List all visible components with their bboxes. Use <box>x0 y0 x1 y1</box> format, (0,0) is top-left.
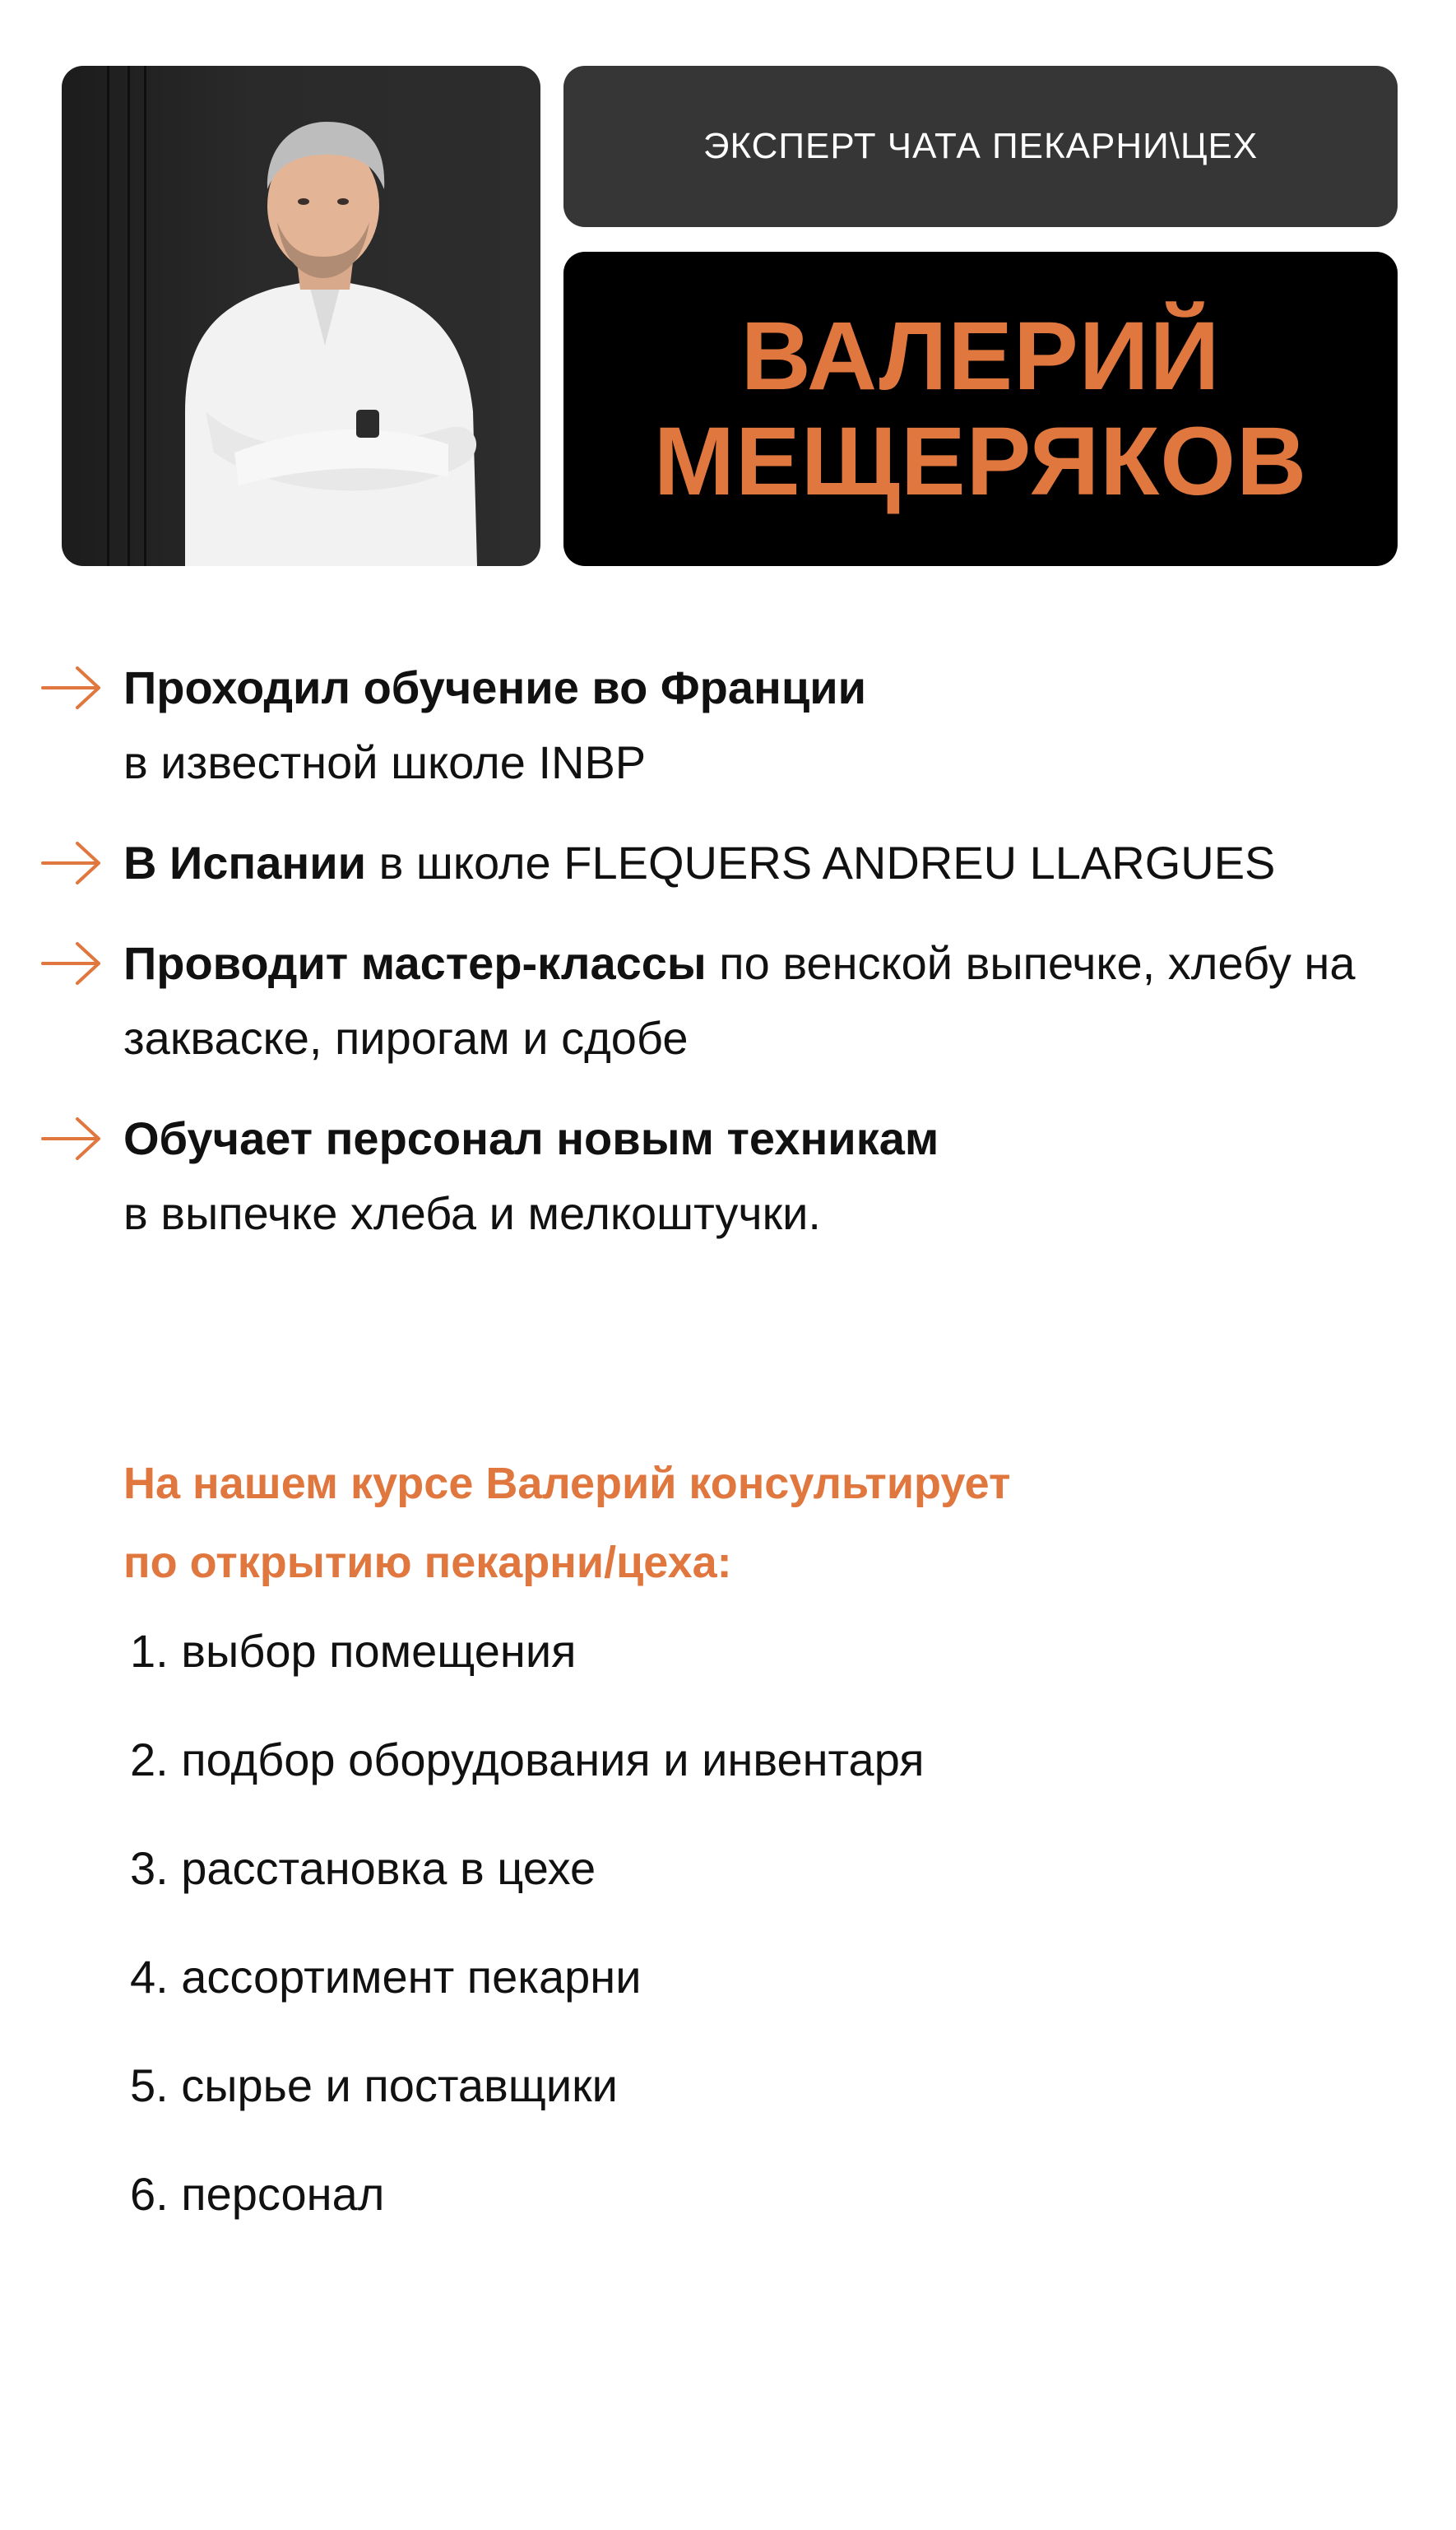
course-topic-item: 5. сырье и поставщики <box>130 2059 618 2111</box>
course-topic-item: 1. выбор помещения <box>130 1625 577 1677</box>
achievement-bold: Проводит мастер-классы <box>123 937 707 989</box>
person-illustration <box>62 66 540 566</box>
course-topic-item: 3. расстановка в цехе <box>130 1842 596 1894</box>
course-topic-item: 2. подбор оборудования и инвентаря <box>130 1734 925 1785</box>
arrow-right-icon <box>41 665 104 711</box>
arrow-right-icon <box>41 840 104 886</box>
course-topics-list <box>130 1625 1364 2277</box>
achievement-item <box>41 926 1431 1075</box>
name-card <box>563 252 1398 566</box>
course-topic-item: 6. персонал <box>130 2168 385 2220</box>
arrow-right-icon <box>41 1116 104 1162</box>
arrow-right-icon <box>41 940 104 986</box>
subtitle-card <box>563 66 1398 227</box>
achievements-list <box>41 650 1431 1276</box>
achievement-bold: Обучает персонал новым техникам <box>123 1112 939 1164</box>
subtitle-label: ЭКСПЕРТ ЧАТА ПЕКАРНИ\ЦЕХ <box>702 126 1259 166</box>
course-topic-item: 4. ассортимент пекарни <box>130 1951 642 2003</box>
achievement-text: по венской выпечке, хлебу на закваске, пирогам и сдобе <box>123 937 1356 1064</box>
course-heading <box>123 1444 1357 1602</box>
achievement-text: в выпечке хлеба и мелкоштучки. <box>123 1187 821 1239</box>
achievement-item <box>41 825 1431 900</box>
course-heading-line: по открытию пекарни/цеха: <box>123 1538 732 1587</box>
expert-photo <box>62 66 540 566</box>
last-name: МЕЩЕРЯКОВ <box>653 407 1308 516</box>
achievement-bold: В Испании <box>123 837 367 889</box>
achievement-text: в школе FLEQUERS ANDREU LLARGUES <box>366 837 1276 889</box>
achievement-text: в известной школе INBP <box>123 736 647 788</box>
achievement-bold: Проходил обучение во Франции <box>123 662 867 713</box>
achievement-item <box>41 1101 1431 1251</box>
first-name: ВАЛЕРИЙ <box>740 302 1221 411</box>
course-heading-line: На нашем курсе Валерий консультирует <box>123 1459 1011 1508</box>
achievement-item <box>41 650 1431 800</box>
